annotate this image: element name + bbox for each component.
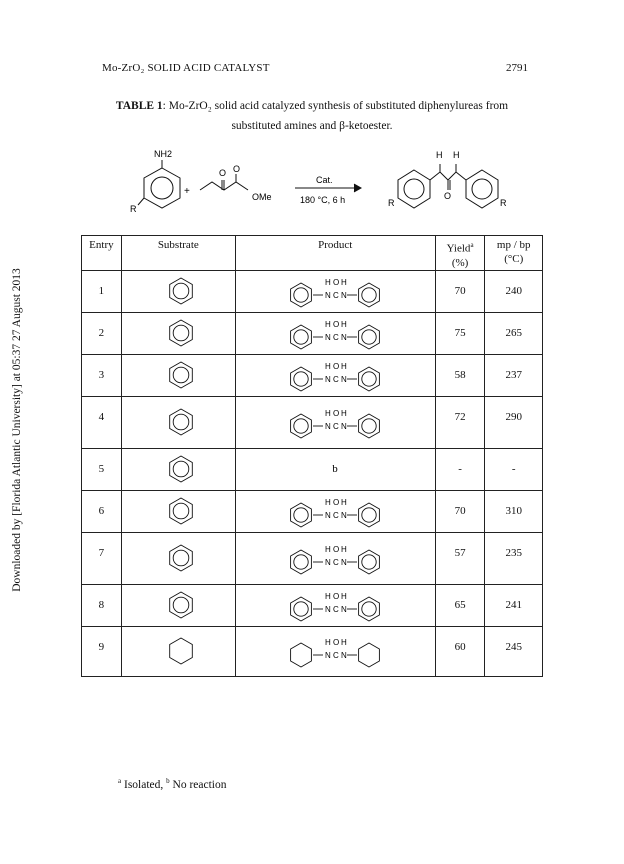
urea-atom-label: N [341,558,348,568]
urea-atom-label: N [325,651,332,661]
table-footnote [118,777,226,791]
table-row [82,626,543,676]
urea-top-label: O [333,498,340,508]
entry-cell: 9 [82,626,122,676]
page-number: 2791 [506,62,528,74]
amine-nh2-label: NH2 [154,149,173,159]
product-cell [235,626,435,676]
yield-cell: 70 [435,270,485,312]
urea-atom-label: N [325,558,332,568]
substrate-structure [123,534,233,582]
amine-r-label: R [130,204,137,214]
urea-top-label: H [325,592,332,602]
urea-atom-label: C [333,333,340,343]
urea-top-label: H [341,362,348,372]
product-structure [237,398,433,446]
header-product: Product [235,236,435,271]
ketone-o-label: O [219,168,227,178]
ester-o-label: O [233,164,241,174]
mp-cell: 235 [485,532,543,584]
urea-top-label: H [325,320,332,330]
table-row [82,396,543,448]
urea-top-label: O [333,638,340,648]
product-structure [237,586,433,624]
mp-cell: 241 [485,584,543,626]
header-mp-unit: (°C) [504,253,524,265]
conditions-label: 180 °C, 6 h [300,195,346,205]
table-row [82,532,543,584]
urea-atom-label: N [341,375,348,385]
urea-top-label: O [333,320,340,330]
urea-atom-label: C [333,291,340,301]
entry-cell: 2 [82,312,122,354]
substrate-cell [121,626,235,676]
urea-atom-label: N [325,291,332,301]
mp-cell: 245 [485,626,543,676]
product-cell [235,490,435,532]
urea-atom-label: C [333,651,340,661]
product-structure [237,272,433,310]
entry-cell: 5 [82,448,122,490]
urea-top-label: O [333,592,340,602]
substrate-cell [121,354,235,396]
caption-line-2: substituted amines and β-ketoester. [231,120,393,132]
urea-atom-label: N [325,422,332,432]
substrate-cell [121,448,235,490]
urea-top-label: O [333,409,340,419]
product-structure [237,492,433,530]
urea-atom-label: N [341,291,348,301]
product-r-right: R [500,198,507,208]
product-structure [237,314,433,352]
product-r-left: R [388,198,395,208]
header-substrate: Substrate [121,236,235,271]
table-row [82,270,543,312]
table-row [82,448,543,490]
substrate-cell [121,396,235,448]
catalyst-label: Cat. [316,175,333,185]
product-structure [237,534,433,582]
product-structure [237,450,433,488]
header-yield-unit: (%) [451,256,469,269]
substrate-cell [121,312,235,354]
yield-cell: 75 [435,312,485,354]
caption-text: : Mo-ZrO₂ solid acid catalyzed synthesis of substituted diphenylureas from [162,100,509,112]
urea-top-label: H [341,545,348,555]
download-note-text: Downloaded by [Florida Atlantic University] at 05:37 27 August 2013 [11,268,23,592]
product-cell [235,270,435,312]
urea-top-label: H [341,409,348,419]
urea-atom-label: N [325,511,332,521]
header-mp [485,236,543,271]
product-cell [235,312,435,354]
substrate-structure [123,492,233,530]
substrate-structure [123,628,233,674]
urea-atom-label: C [333,605,340,615]
urea-atom-label: C [333,375,340,385]
urea-atom-label: C [333,558,340,568]
urea-atom-label: N [325,333,332,343]
mp-cell: 310 [485,490,543,532]
yield-cell: 72 [435,396,485,448]
product-cell [235,396,435,448]
urea-top-label: H [341,592,348,602]
table-label: TABLE 1 [115,100,163,112]
yield-cell: 58 [435,354,485,396]
urea-top-label: O [333,362,340,372]
urea-top-label: H [325,498,332,508]
mp-cell: 237 [485,354,543,396]
urea-atom-label: N [341,651,348,661]
product-note: b [332,463,338,476]
yield-cell: 60 [435,626,485,676]
entry-cell: 3 [82,354,122,396]
product-cell [235,354,435,396]
entry-cell: 8 [82,584,122,626]
urea-top-label: H [341,278,348,288]
running-head-title: Mo-ZrO₂ SOLID ACID CATALYST [102,62,270,74]
substrate-structure [123,586,233,624]
footnote-a-mark: a [118,777,122,785]
entry-cell: 4 [82,396,122,448]
substrate-structure [123,356,233,394]
entry-cell: 1 [82,270,122,312]
urea-atom-label: N [341,422,348,432]
yield-cell: 57 [435,532,485,584]
yield-cell: 70 [435,490,485,532]
substrate-cell [121,584,235,626]
header-yield [435,236,485,271]
substrate-cell [121,490,235,532]
urea-top-label: H [325,278,332,288]
ome-label: OMe [252,192,272,202]
urea-top-label: H [341,638,348,648]
mp-cell: - [485,448,543,490]
running-head [0,62,624,78]
substrate-cell [121,270,235,312]
footnote-a-text: Isolated, [121,778,167,791]
urea-atom-label: N [325,605,332,615]
reaction-scheme [0,140,624,230]
yield-cell: 65 [435,584,485,626]
product-structure [237,356,433,394]
product-cell [235,584,435,626]
table-row [82,490,543,532]
urea-atom-label: N [341,605,348,615]
footnote-b-text: No reaction [169,778,227,791]
table-row [82,354,543,396]
product-h-right: H [453,150,460,160]
urea-atom-label: N [325,375,332,385]
substrate-structure [123,398,233,446]
download-note [6,230,28,630]
product-cell [235,448,435,490]
table-row [82,584,543,626]
table-caption [60,96,564,136]
urea-atom-label: C [333,511,340,521]
urea-top-label: O [333,278,340,288]
footnote-b-mark: b [166,777,170,785]
mp-cell: 240 [485,270,543,312]
substrate-structure [123,450,233,488]
urea-top-label: H [325,362,332,372]
product-h-left: H [436,150,443,160]
product-o-label: O [444,191,452,201]
yield-cell: - [435,448,485,490]
urea-top-label: O [333,545,340,555]
header-yield-sup: a [470,241,474,249]
urea-top-label: H [325,409,332,419]
mp-cell: 265 [485,312,543,354]
urea-top-label: H [325,638,332,648]
urea-top-label: H [341,498,348,508]
entry-cell: 7 [82,532,122,584]
product-structure [237,628,433,674]
header-yield-label: Yield [446,242,471,255]
urea-atom-label: N [341,333,348,343]
plus-sign: + [184,186,190,197]
mp-cell: 290 [485,396,543,448]
data-table [81,235,543,677]
header-mp-label: mp / bp [496,239,531,251]
entry-cell: 6 [82,490,122,532]
substrate-structure [123,272,233,310]
substrate-structure [123,314,233,352]
urea-atom-label: C [333,422,340,432]
substrate-cell [121,532,235,584]
urea-top-label: H [341,320,348,330]
table-header-row [82,236,543,271]
reaction-scheme-drawing [0,140,624,230]
table-row [82,312,543,354]
header-entry: Entry [82,236,122,271]
product-cell [235,532,435,584]
urea-atom-label: N [341,511,348,521]
urea-top-label: H [325,545,332,555]
